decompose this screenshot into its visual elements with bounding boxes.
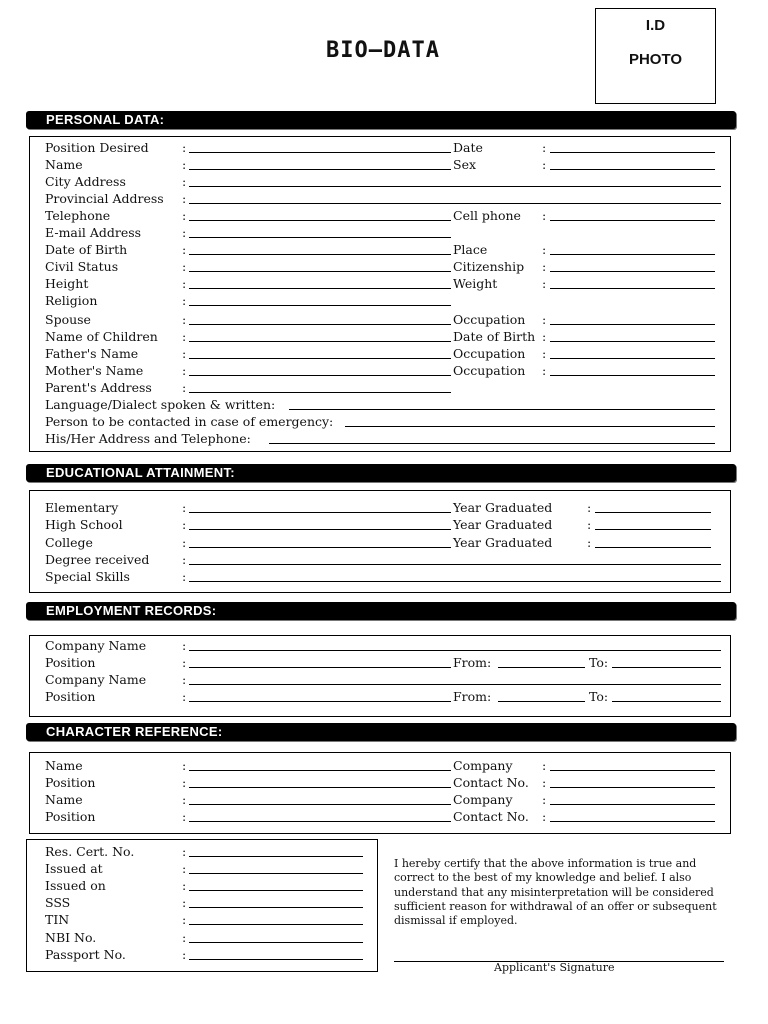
field-position-desired: Position Desired : Date :	[45, 139, 725, 156]
field-fathers-name: Father's Name : Occupation :	[45, 345, 725, 362]
high-school-year-line[interactable]	[595, 516, 711, 530]
reference-position-2-line[interactable]	[189, 808, 451, 822]
field-tin: TIN :	[45, 911, 375, 928]
field-email: E-mail Address :	[45, 224, 725, 241]
spouse-occupation-line[interactable]	[550, 311, 715, 325]
position-2-line[interactable]	[189, 688, 451, 702]
elementary-line[interactable]	[189, 499, 451, 513]
reference-name-2-line[interactable]	[189, 791, 451, 805]
children-line[interactable]	[189, 328, 451, 342]
id-photo-box	[595, 8, 716, 104]
field-name-of-children: Name of Children : Date of Birth :	[45, 328, 725, 345]
field-high-school: High School : Year Graduated :	[45, 516, 725, 533]
issued-at-line[interactable]	[189, 860, 363, 874]
res-cert-no-line[interactable]	[189, 843, 363, 857]
reference-position-1-line[interactable]	[189, 774, 451, 788]
civil-status-line[interactable]	[189, 258, 451, 272]
field-telephone: Telephone : Cell phone :	[45, 207, 725, 224]
education-heading-text: EDUCATIONAL ATTAINMENT:	[46, 465, 235, 480]
field-language: Language/Dialect spoken & written:	[45, 396, 725, 413]
college-line[interactable]	[189, 534, 451, 548]
fathers-name-line[interactable]	[189, 345, 451, 359]
special-skills-line[interactable]	[189, 568, 721, 582]
position-desired-line[interactable]	[189, 139, 451, 153]
father-occupation-line[interactable]	[550, 345, 715, 359]
sex-line[interactable]	[550, 156, 715, 170]
field-emergency-address: His/Her Address and Telephone:	[45, 430, 725, 447]
field-religion: Religion :	[45, 292, 725, 309]
spouse-line[interactable]	[189, 311, 451, 325]
issued-on-line[interactable]	[189, 877, 363, 891]
field-res-cert-no: Res. Cert. No. :	[45, 843, 375, 860]
to-2-line[interactable]	[612, 688, 721, 702]
field-passport-no: Passport No. :	[45, 946, 375, 963]
citizenship-line[interactable]	[550, 258, 715, 272]
field-reference-position-1: Position : Contact No. :	[45, 774, 725, 791]
page-title: BIO–DATA	[326, 38, 440, 63]
field-company-name-2: Company Name :	[45, 671, 725, 688]
reference-heading-text: CHARACTER REFERENCE:	[46, 724, 223, 739]
field-position-1: Position : From: To:	[45, 654, 725, 671]
city-address-line[interactable]	[189, 173, 721, 187]
reference-name-1-line[interactable]	[189, 757, 451, 771]
field-emergency-contact: Person to be contacted in case of emergency:	[45, 413, 725, 430]
field-mothers-name: Mother's Name : Occupation :	[45, 362, 725, 379]
place-line[interactable]	[550, 241, 715, 255]
degree-line[interactable]	[189, 551, 721, 565]
personal-data-heading-text: PERSONAL DATA:	[46, 112, 165, 127]
from-2-line[interactable]	[498, 688, 585, 702]
reference-contact-2-line[interactable]	[550, 808, 715, 822]
provincial-address-line[interactable]	[189, 190, 721, 204]
nbi-no-line[interactable]	[189, 929, 363, 943]
sss-line[interactable]	[189, 894, 363, 908]
from-1-line[interactable]	[498, 654, 585, 668]
field-reference-name-2: Name : Company :	[45, 791, 725, 808]
to-1-line[interactable]	[612, 654, 721, 668]
reference-company-2-line[interactable]	[550, 791, 715, 805]
field-college: College : Year Graduated :	[45, 534, 725, 551]
field-sss: SSS :	[45, 894, 375, 911]
telephone-line[interactable]	[189, 207, 451, 221]
date-line[interactable]	[550, 139, 715, 153]
reference-heading	[26, 723, 736, 741]
children-dob-line[interactable]	[550, 328, 715, 342]
emergency-address-line[interactable]	[269, 430, 715, 444]
field-nbi-no: NBI No. :	[45, 929, 375, 946]
field-special-skills: Special Skills :	[45, 568, 725, 585]
college-year-line[interactable]	[595, 534, 711, 548]
company-name-2-line[interactable]	[189, 671, 721, 685]
field-spouse: Spouse : Occupation :	[45, 311, 725, 328]
parents-address-line[interactable]	[189, 379, 451, 393]
reference-company-1-line[interactable]	[550, 757, 715, 771]
field-position-2: Position : From: To:	[45, 688, 725, 705]
mothers-name-line[interactable]	[189, 362, 451, 376]
position-1-line[interactable]	[189, 654, 451, 668]
field-name: Name : Sex :	[45, 156, 725, 173]
field-parents-address: Parent's Address :	[45, 379, 725, 396]
reference-contact-1-line[interactable]	[550, 774, 715, 788]
employment-heading-text: EMPLOYMENT RECORDS:	[46, 603, 217, 618]
language-line[interactable]	[289, 396, 715, 410]
tin-line[interactable]	[189, 911, 363, 925]
passport-no-line[interactable]	[189, 946, 363, 960]
field-date-of-birth: Date of Birth : Place :	[45, 241, 725, 258]
field-issued-on: Issued on :	[45, 877, 375, 894]
field-issued-at: Issued at :	[45, 860, 375, 877]
field-degree-received: Degree received :	[45, 551, 725, 568]
weight-line[interactable]	[550, 275, 715, 289]
field-height: Height : Weight :	[45, 275, 725, 292]
education-heading	[26, 464, 736, 482]
signature-label: Applicant's Signature	[494, 961, 615, 974]
date-of-birth-line[interactable]	[189, 241, 451, 255]
field-elementary: Elementary : Year Graduated :	[45, 499, 725, 516]
email-line[interactable]	[189, 224, 451, 238]
field-reference-position-2: Position : Contact No. :	[45, 808, 725, 825]
field-provincial-address: Provincial Address :	[45, 190, 725, 207]
high-school-line[interactable]	[189, 516, 451, 530]
field-city-address: City Address :	[45, 173, 725, 190]
field-reference-name-1: Name : Company :	[45, 757, 725, 774]
photo-label-id: I.D	[645, 17, 666, 34]
height-line[interactable]	[189, 275, 451, 289]
company-name-1-line[interactable]	[189, 637, 721, 651]
religion-line[interactable]	[189, 292, 451, 306]
photo-label-photo: PHOTO	[628, 51, 683, 68]
cell-phone-line[interactable]	[550, 207, 715, 221]
emergency-contact-line[interactable]	[345, 413, 715, 427]
elementary-year-line[interactable]	[595, 499, 711, 513]
certification-statement: I hereby certify that the above information is true and correct to the best of my knowledge and belief. I also understand that any misinterpretation will be considered sufficient reason for withdrawal of an offer or subsequent dismissal if employed.	[394, 857, 717, 928]
field-company-name-1: Company Name :	[45, 637, 725, 654]
mother-occupation-line[interactable]	[550, 362, 715, 376]
employment-heading	[26, 602, 736, 620]
personal-data-heading	[26, 111, 736, 129]
field-civil-status: Civil Status : Citizenship :	[45, 258, 725, 275]
name-line[interactable]	[189, 156, 451, 170]
